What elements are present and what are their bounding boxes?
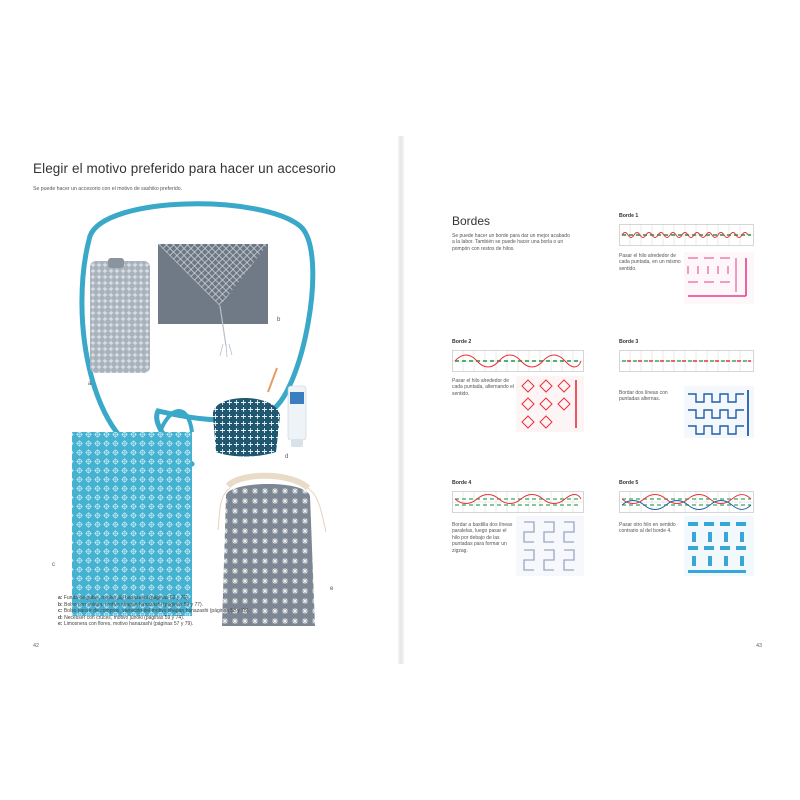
photo-label-a: a <box>88 381 92 387</box>
border-4-diagram <box>452 491 584 513</box>
border-2-label: Borde 2 <box>452 339 472 345</box>
border-3-desc: Bordar dos líneas con puntadas alternas. <box>619 390 668 403</box>
border-5-diagram <box>619 491 754 513</box>
page-number-right: 43 <box>756 643 763 649</box>
photo-label-b: b <box>277 317 281 323</box>
border-2-diagram <box>452 350 584 372</box>
shopping-bag-illustration <box>72 411 192 616</box>
page-number-left: 42 <box>33 643 40 649</box>
border-1-diagram <box>619 224 754 246</box>
cream-tube-illustration <box>288 386 306 447</box>
border-3-label: Borde 3 <box>619 339 639 345</box>
border-1-swatch <box>684 252 754 304</box>
caption-line: c: Bolso para ir de compras, variación del motivo shagan hanazashi (páginas 58 y 78). <box>58 608 250 615</box>
section-text: Se puede hacer un borde para dar un mejor acabado a la labor. También se puede hacer una borla o un pompón con restos de hilos. <box>452 233 570 252</box>
border-4-desc: Bordar a bastilla dos líneas paralelas, luego pasar el hilo por debajo de las puntadas para formar un zigzag. <box>452 522 513 554</box>
intro-text: Se puede hacer un accesorio con el motivo de sashiko preferido. <box>33 186 183 192</box>
photo-label-e: e <box>330 586 334 592</box>
cross-pouch-illustration <box>213 368 280 457</box>
border-1-label: Borde 1 <box>619 213 639 219</box>
caption-line: b: Bolso con solapa, motivo shagan hanazashi (páginas 59 y 77). <box>58 601 204 608</box>
photo-label-d: d <box>285 454 289 460</box>
flap-bag-illustration <box>158 244 268 357</box>
caption-line: a: Funda de gafas, motivo jûji hanazashi (páginas 62 y 76). <box>58 595 190 601</box>
caption-line: d: Necesser con cruces, motivo jûnoki (páginas 59 y 74). <box>58 614 185 621</box>
glasses-case-illustration <box>90 258 150 373</box>
border-2-swatch <box>516 376 584 432</box>
book-spread <box>0 136 800 664</box>
page-gutter <box>398 136 404 664</box>
photo-captions <box>58 595 250 628</box>
page-title: Elegir el motivo preferido para hacer un accesorio <box>33 161 336 176</box>
border-1-desc: Pasar el hilo alrededor de cada puntada, en un mismo sentido. <box>619 253 681 272</box>
section-title: Bordes <box>452 214 491 228</box>
border-5-label: Borde 5 <box>619 480 639 486</box>
caption-line: e: Limosnera con flores, motivo hanazashi (páginas 57 y 79). <box>58 621 194 628</box>
border-4-swatch <box>516 516 584 576</box>
photo-label-c: c <box>52 562 55 568</box>
accessories-photo <box>30 196 380 656</box>
border-4-label: Borde 4 <box>452 480 472 486</box>
border-5-swatch <box>684 516 754 576</box>
border-2-desc: Pasar el hilo alrededor de cada puntada, alternando el sentido. <box>452 378 514 397</box>
border-5-desc: Pasar otro hilo en sentido contrario al del borde 4. <box>619 522 676 535</box>
border-3-swatch <box>684 386 754 438</box>
border-3-diagram <box>619 350 754 372</box>
